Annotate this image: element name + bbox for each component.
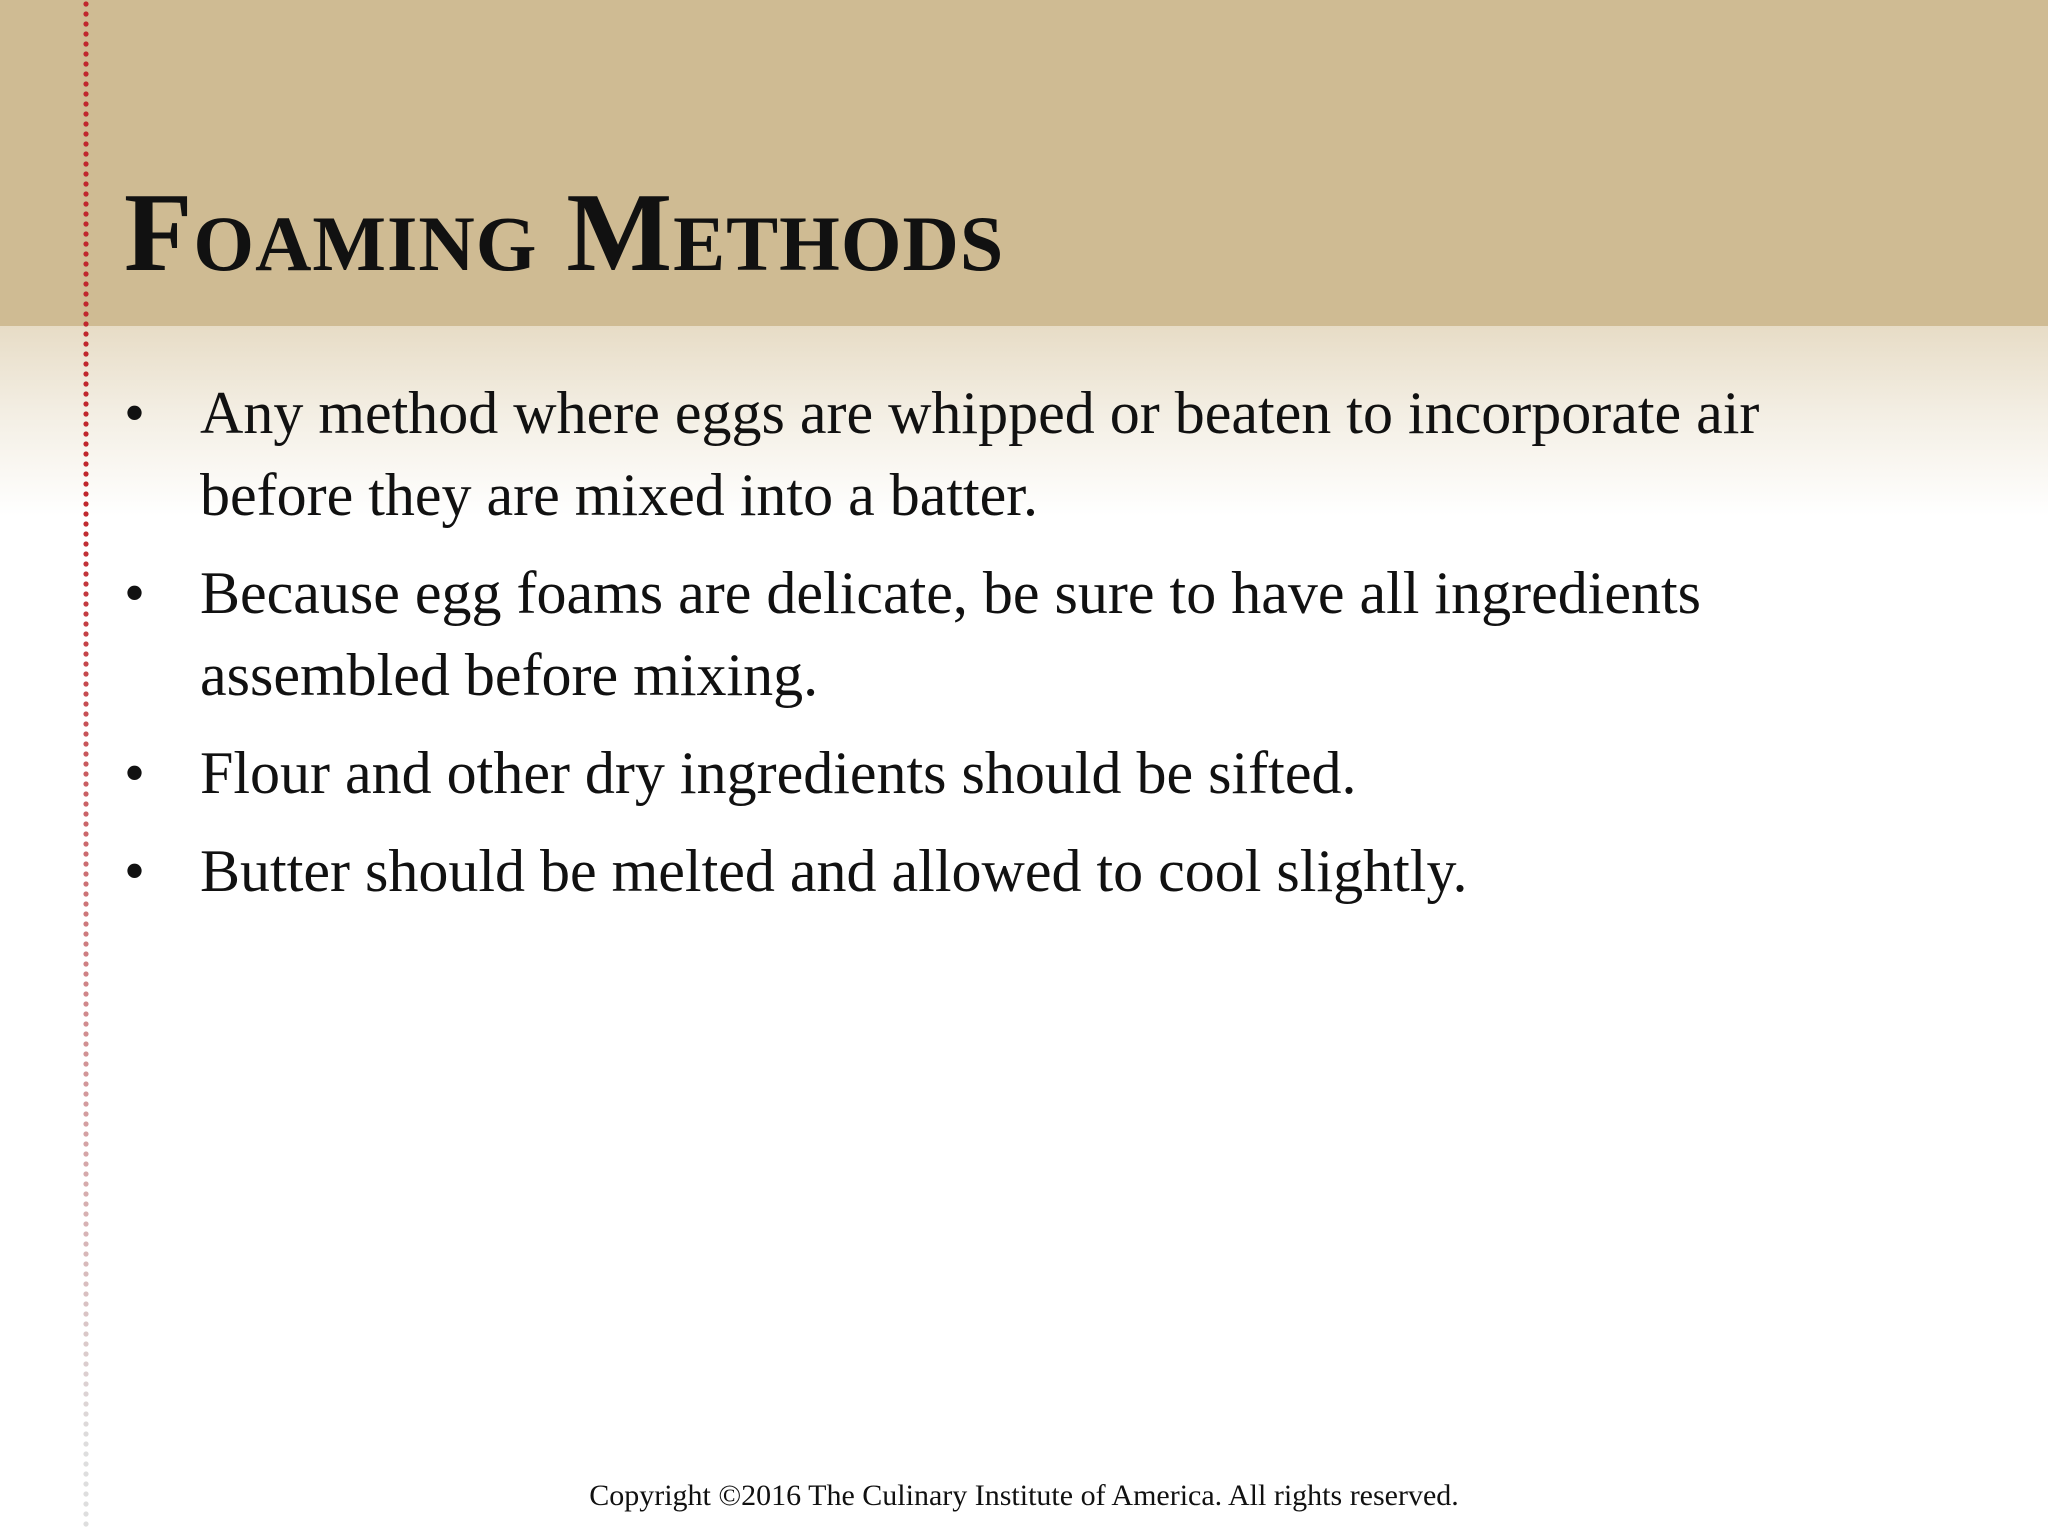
accent-dot [83, 991, 88, 996]
accent-dot [83, 771, 88, 776]
accent-dot [83, 911, 88, 916]
accent-dot [83, 81, 88, 86]
accent-dot [83, 671, 88, 676]
accent-dot [83, 361, 88, 366]
accent-dot [83, 311, 88, 316]
accent-dot [83, 891, 88, 896]
accent-dot [83, 391, 88, 396]
accent-dot [83, 351, 88, 356]
accent-dot [83, 961, 88, 966]
accent-dot [83, 1331, 88, 1336]
accent-dot [83, 1101, 88, 1106]
accent-dot [83, 811, 88, 816]
accent-dot [83, 41, 88, 46]
accent-dot [83, 1411, 88, 1416]
accent-dot [83, 721, 88, 726]
slide-title: Foaming Methods [124, 171, 1005, 295]
accent-dot [83, 641, 88, 646]
accent-dot [83, 1371, 88, 1376]
bullet-text: Any method where eggs are whipped or beaten to incorporate air before they are mixed into a batter. [200, 380, 1760, 528]
accent-dot [83, 471, 88, 476]
accent-dot [83, 321, 88, 326]
accent-dot [83, 481, 88, 486]
accent-dot [83, 1001, 88, 1006]
accent-dot [83, 591, 88, 596]
accent-dot [83, 751, 88, 756]
accent-dot [83, 1151, 88, 1156]
accent-dot [83, 581, 88, 586]
accent-dot [83, 1521, 88, 1526]
accent-dot [83, 31, 88, 36]
accent-dot [83, 551, 88, 556]
accent-dot [83, 61, 88, 66]
bullet-text: Flour and other dry ingredients should be sifted. [200, 740, 1357, 806]
bullet-text: Because egg foams are delicate, be sure to have all ingredients assembled before mixing. [200, 560, 1702, 708]
accent-dot [83, 611, 88, 616]
accent-dot [83, 941, 88, 946]
accent-dot [83, 861, 88, 866]
accent-dot [83, 131, 88, 136]
bullet-marker: • [124, 838, 146, 904]
accent-dot [83, 571, 88, 576]
accent-dot [83, 931, 88, 936]
accent-dot [83, 1121, 88, 1126]
accent-dot [83, 1311, 88, 1316]
accent-dot [83, 1321, 88, 1326]
accent-dot [83, 371, 88, 376]
accent-dot [83, 841, 88, 846]
bullet-text: Butter should be melted and allowed to cool slightly. [200, 838, 1468, 904]
accent-dot [83, 1341, 88, 1346]
accent-dot [83, 251, 88, 256]
accent-dot [83, 531, 88, 536]
accent-dot [83, 1381, 88, 1386]
accent-dot [83, 1461, 88, 1466]
accent-dot [83, 71, 88, 76]
accent-dot [83, 711, 88, 716]
accent-dot [83, 401, 88, 406]
accent-dot [83, 681, 88, 686]
accent-dot [83, 631, 88, 636]
accent-dot [83, 731, 88, 736]
accent-dot [83, 1171, 88, 1176]
accent-dot [83, 1091, 88, 1096]
accent-dot [83, 871, 88, 876]
accent-dot [83, 881, 88, 886]
accent-dot [83, 1431, 88, 1436]
accent-dot [83, 1211, 88, 1216]
accent-dot [83, 101, 88, 106]
accent-dot [83, 1451, 88, 1456]
accent-dot [83, 701, 88, 706]
accent-dot [83, 1111, 88, 1116]
accent-dot [83, 1051, 88, 1056]
accent-dot [83, 821, 88, 826]
accent-dot [83, 801, 88, 806]
accent-dot [83, 21, 88, 26]
accent-dot [83, 291, 88, 296]
accent-dot [83, 1351, 88, 1356]
accent-dot [83, 191, 88, 196]
accent-dot [83, 381, 88, 386]
accent-dot [83, 431, 88, 436]
dotted-accent-rule [82, 0, 90, 1536]
accent-dot [83, 1281, 88, 1286]
accent-dot [83, 1181, 88, 1186]
accent-dot [83, 1081, 88, 1086]
accent-dot [83, 541, 88, 546]
accent-dot [83, 1231, 88, 1236]
accent-dot [83, 1141, 88, 1146]
accent-dot [83, 211, 88, 216]
accent-dot [83, 141, 88, 146]
accent-dot [83, 761, 88, 766]
accent-dot [83, 341, 88, 346]
accent-dot [83, 981, 88, 986]
accent-dot [83, 1251, 88, 1256]
accent-dot [83, 501, 88, 506]
accent-dot [83, 1041, 88, 1046]
accent-dot [83, 1241, 88, 1246]
accent-dot [83, 1271, 88, 1276]
accent-dot [83, 221, 88, 226]
accent-dot [83, 781, 88, 786]
accent-dot [83, 1061, 88, 1066]
accent-dot [83, 621, 88, 626]
accent-dot [83, 1361, 88, 1366]
accent-dot [83, 661, 88, 666]
bullet-marker: • [124, 740, 146, 806]
accent-dot [83, 161, 88, 166]
accent-dot [83, 1441, 88, 1446]
accent-dot [83, 1191, 88, 1196]
accent-dot [83, 1011, 88, 1016]
accent-dot [83, 901, 88, 906]
accent-dot [83, 171, 88, 176]
accent-dot [83, 1031, 88, 1036]
accent-dot [83, 451, 88, 456]
accent-dot [83, 1, 88, 6]
accent-dot [83, 1391, 88, 1396]
accent-dot [83, 691, 88, 696]
accent-dot [83, 181, 88, 186]
bullet-list [124, 372, 1924, 928]
bullet-item [124, 552, 1924, 716]
copyright-footer: Copyright ©2016 The Culinary Institute of America. All rights reserved. [589, 1479, 1459, 1512]
accent-dot [83, 281, 88, 286]
bullet-item [124, 830, 1924, 912]
accent-dot [83, 1221, 88, 1226]
accent-dot [83, 1131, 88, 1136]
accent-dot [83, 441, 88, 446]
accent-dot [83, 831, 88, 836]
accent-dot [83, 601, 88, 606]
accent-dot [83, 511, 88, 516]
accent-dot [83, 271, 88, 276]
accent-dot [83, 1421, 88, 1426]
accent-dot [83, 1201, 88, 1206]
accent-dot [83, 261, 88, 266]
accent-dot [83, 201, 88, 206]
accent-dot [83, 1021, 88, 1026]
accent-dot [83, 851, 88, 856]
accent-dot [83, 921, 88, 926]
accent-dot [83, 791, 88, 796]
accent-dot [83, 111, 88, 116]
accent-dot [83, 121, 88, 126]
accent-dot [83, 651, 88, 656]
accent-dot [83, 1291, 88, 1296]
accent-dot [83, 301, 88, 306]
bullet-marker: • [124, 380, 146, 446]
accent-dot [83, 11, 88, 16]
accent-dot [83, 561, 88, 566]
accent-dot [83, 1071, 88, 1076]
bullet-item [124, 732, 1924, 814]
accent-dot [83, 231, 88, 236]
accent-dot [83, 461, 88, 466]
accent-dot [83, 151, 88, 156]
accent-dot [83, 421, 88, 426]
accent-dot [83, 331, 88, 336]
accent-dot [83, 91, 88, 96]
accent-dot [83, 1401, 88, 1406]
accent-dot [83, 521, 88, 526]
accent-dot [83, 1161, 88, 1166]
accent-dot [83, 411, 88, 416]
bullet-marker: • [124, 560, 146, 626]
accent-dot [83, 491, 88, 496]
accent-dot [83, 1261, 88, 1266]
accent-dot [83, 951, 88, 956]
accent-dot [83, 971, 88, 976]
bullet-item [124, 372, 1924, 536]
accent-dot [83, 241, 88, 246]
accent-dot [83, 741, 88, 746]
accent-dot [83, 1301, 88, 1306]
accent-dot [83, 51, 88, 56]
